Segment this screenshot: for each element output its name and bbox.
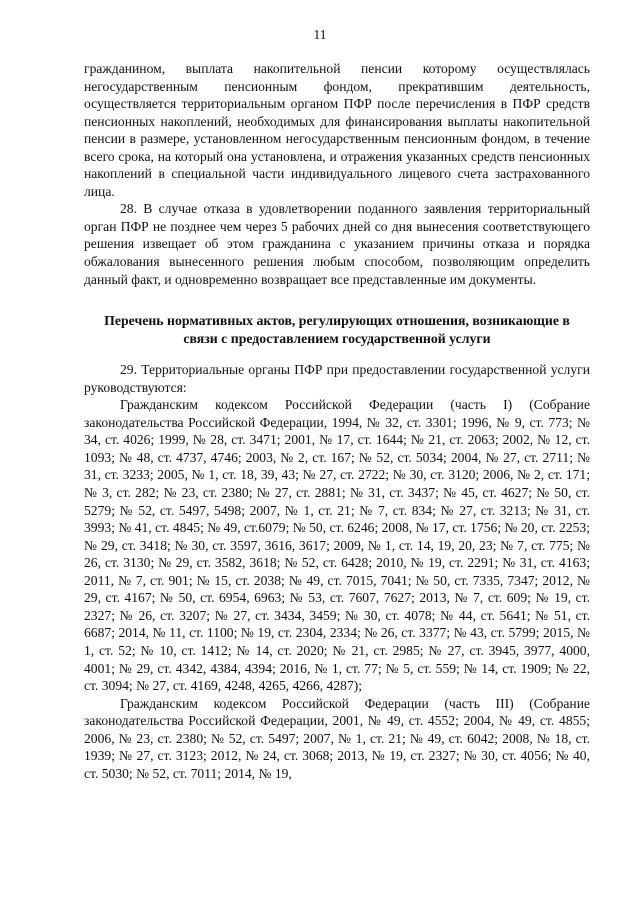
paragraph-continuation: гражданином, выплата накопительной пенсии которому осуществлялась негосударственным пенсионным фондом, прекратившим деятельность, осуществляется территориальным органом ПФР после перечисления в ПФР средств пенсионных накоплений, необходимых для финансирования выплаты накопительной пенсии в размере, установленном негосударственным пенсионным фондом, в течение всего срока, на который она установлена, и отражения указанных средств пенсионных накоплений в специальной части индивидуального лицевого счета застрахованного лица. <box>84 61 590 199</box>
paragraph-29: 29. Территориальные органы ПФР при предоставлении государственной услуги руководствуются: <box>84 362 590 395</box>
civil-code-part-3: Гражданским кодексом Российской Федерации (часть III) (Собрание законодательства Российской Федерации, 2001, № 49, ст. 4552; 2004, № 49, ст. 4855; 2006, № 23, ст. 2380; № 52, ст. 5497; 2007, № 1, ст. 21; № 49, ст. 6042; 2008, № 18, ст. 1939; № 27, ст. 3123; 2012, № 24, ст. 3068; 2013, № 19, ст. 2327; № 30, ст. 4056; № 40, ст. 5030; № 52, ст. 7011; 2014, № 19, <box>84 695 590 781</box>
document-body <box>84 60 590 782</box>
section-heading: Перечень нормативных актов, регулирующих отношения, возникающие в связи с предоставлением государственной услуги <box>104 313 570 346</box>
paragraph-28: 28. В случае отказа в удовлетворении поданного заявления территориальный орган ПФР не позднее чем через 5 рабочих дней со дня вынесения соответствующего решения извещает об этом гражданина с указанием причины отказа и порядка обжалования вынесенного решения любым способом, позволяющим определить данный факт, и одновременно возвращает все представленные им документы. <box>84 201 590 287</box>
page-number: 11 <box>313 27 327 42</box>
civil-code-part-1: Гражданским кодексом Российской Федерации (часть I) (Собрание законодательства Российской Федерации, 1994, № 32, ст. 3301; 1996, № 9, ст. 773; № 34, ст. 4026; 1999, № 28, ст. 3471; 2001, № 17, ст. 1644; № 21, ст. 2063; 2002, № 12, ст. 1093; № 48, ст. 4737, 4746; 2003, № 2, ст. 167; № 52, ст. 5034; 2004, № 27, ст. 2711; № 31, ст. 3233; 2005, № 1, ст. 18, 39, 43; № 27, ст. 2722; № 30, ст. 3120; 2006, № 2, ст. 171; № 3, ст. 282; № 23, ст. 2380; № 27, ст. 2881; № 31, ст. 3437; № 45, ст. 4627; № 50, ст. 5279; № 52, ст. 5497, 5498; 2007, № 1, ст. 21; № 7, ст. 834; № 27, ст. 3213; № 31, ст. 3993; № 41, ст. 4845; № 49, ст.6079; № 50, ст. 6246; 2008, № 17, ст. 1756; № 20, ст. 2253; № 29, ст. 3418; № 30, ст. 3597, 3616, 3617; 2009, № 1, ст. 14, 19, 20, 23; № 7, ст. 775; № 26, ст. 3130; № 29, ст. 3582, 3618; № 52, ст. 6428; 2010, № 19, ст. 2291; № 31, ст. 4163; 2011, № 7, ст. 901; № 15, ст. 2038; № 49, ст. 7015, 7041; № 50, ст. 7335, 7347; 2012, № 29, ст. 4167; № 50, ст. 6954, 6963; № 53, ст. 7607, 7627; 2013, № 7, ст. 609; № 19, ст. 2327; № 26, ст. 3207; № 27, ст. 3434, 3459; № 30, ст. 4078; № 44, ст. 5641; № 51, ст. 6687; 2014, № 11, ст. 1100; № 19, ст. 2304, 2334; № 26, ст. 3377; № 43, ст. 5799; 2015, № 1, ст. 52; № 10, ст. 1412; № 14, ст. 2020; № 21, ст. 2985; № 27, ст. 3945, 3977, 4000, 4001; № 29, ст. 4342, 4384, 4394; 2016, № 1, ст. 77; № 5, ст. 559; № 14, ст. 1909; № 22, ст. 3094; № 27, ст. 4169, 4248, 4265, 4266, 4287); <box>84 397 590 694</box>
